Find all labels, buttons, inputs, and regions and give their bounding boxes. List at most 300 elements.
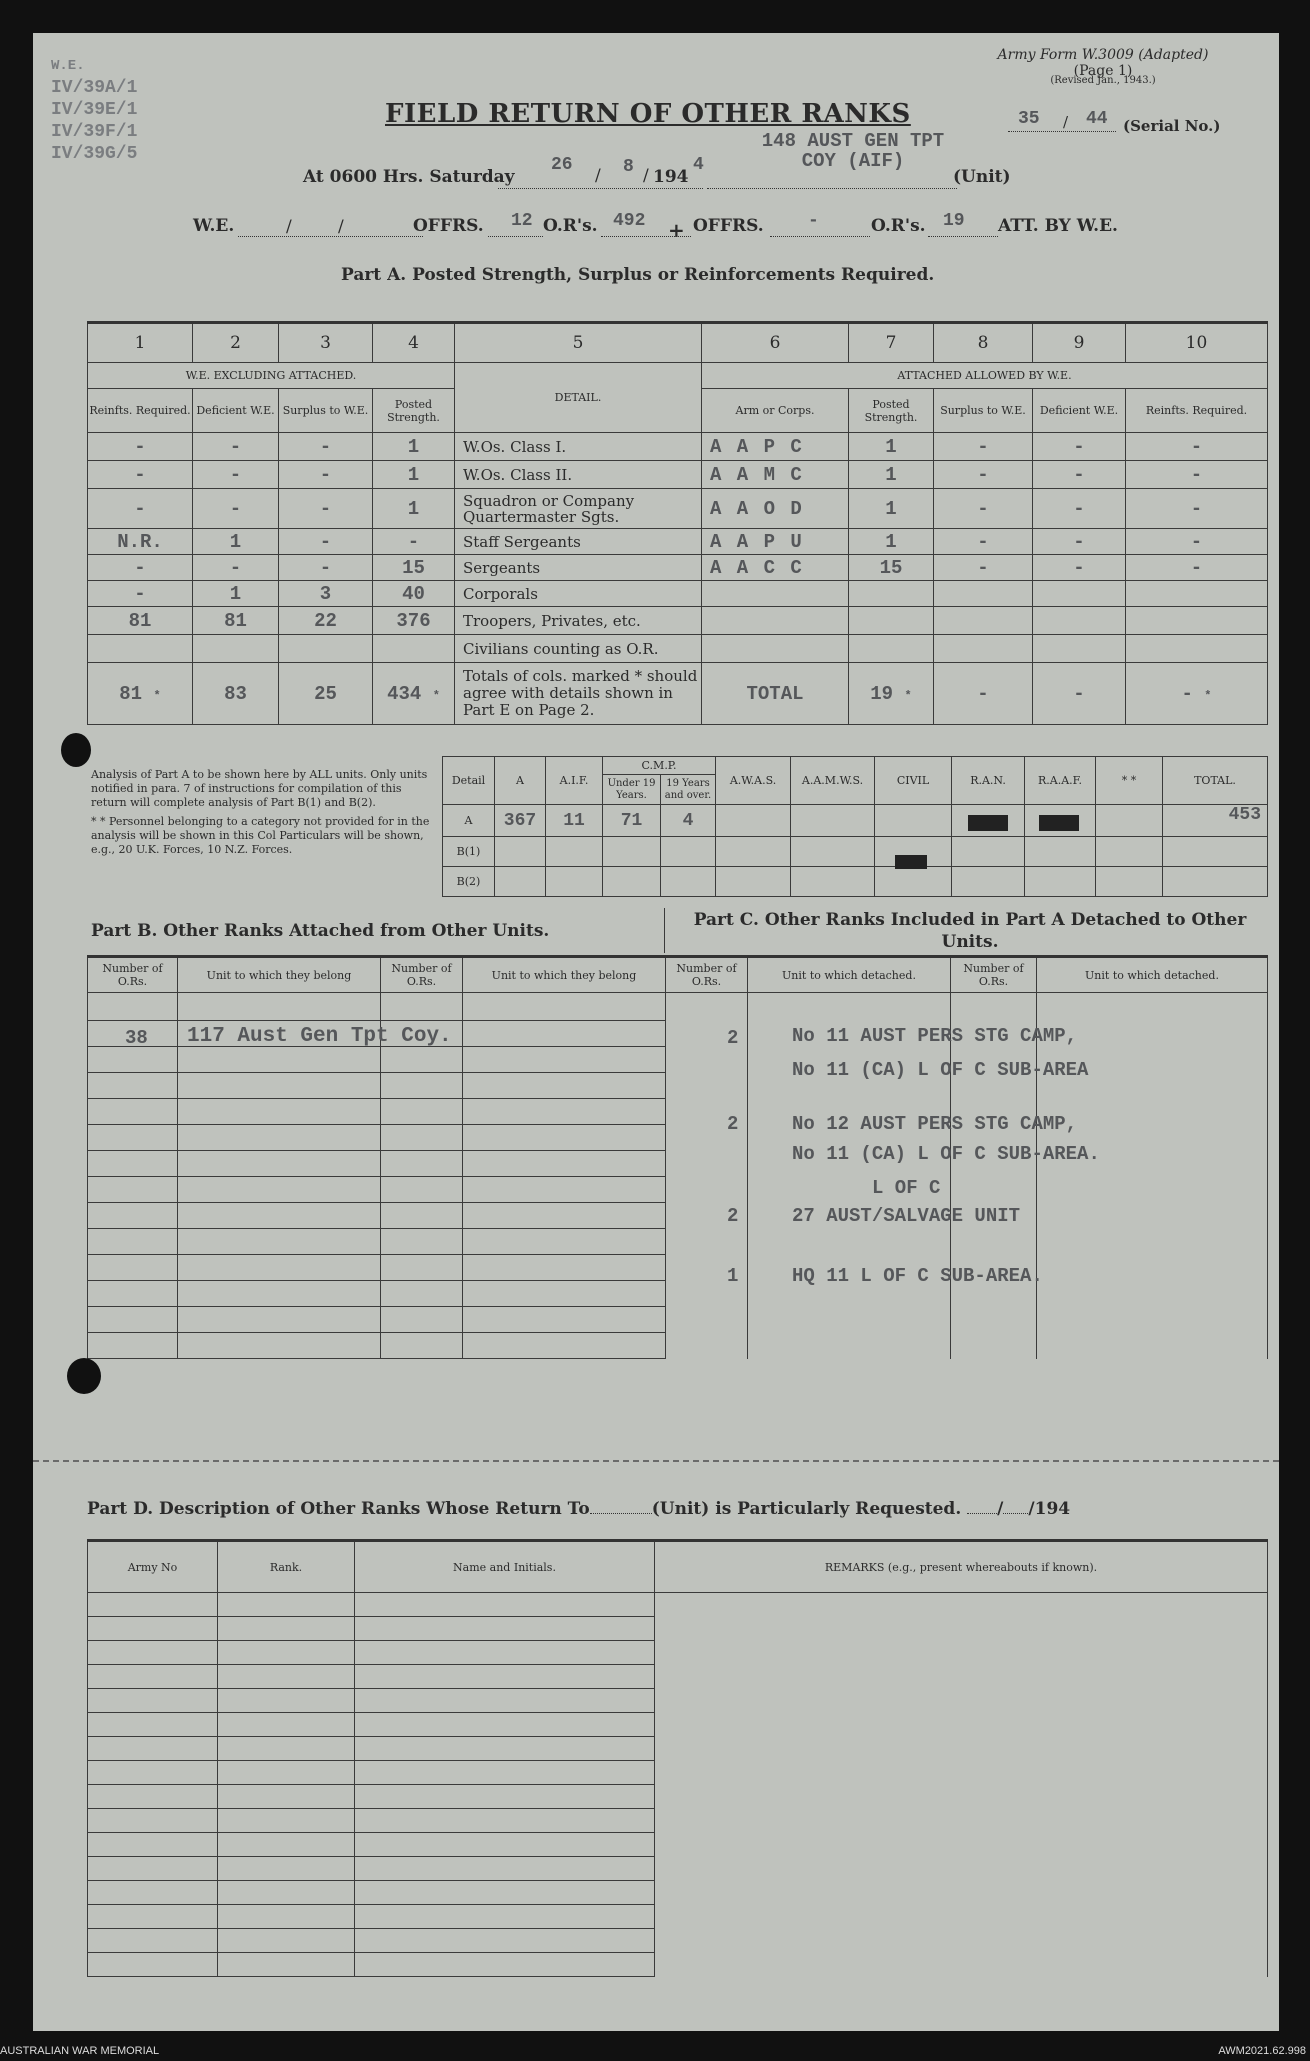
part-c-num: 1 (727, 1265, 739, 1287)
table-cell (1037, 1177, 1268, 1203)
table-cell (178, 1099, 381, 1125)
table-cell (381, 1333, 463, 1359)
table-cell (1037, 993, 1268, 1021)
table-row (88, 1689, 1268, 1713)
unit-label: (Unit) (953, 167, 1011, 187)
table-cell (1037, 1281, 1268, 1307)
col-head: Deficient W.E. (1033, 389, 1126, 433)
table-cell (218, 1761, 355, 1785)
table-cell (218, 1665, 355, 1689)
col-number: 2 (193, 323, 279, 363)
table-cell (381, 1099, 463, 1125)
serial-slash: / (1063, 113, 1069, 131)
row-value: 1 (373, 433, 455, 461)
row-value: - (934, 433, 1033, 461)
row-value (373, 635, 455, 663)
table-cell (218, 1689, 355, 1713)
we-field (238, 236, 423, 237)
table-cell (666, 1073, 748, 1099)
table-cell (355, 1761, 655, 1785)
table-cell (355, 1905, 655, 1929)
part-b-head: Number of O.Rs. (88, 957, 178, 993)
analysis-note-1: Analysis of Part A to be shown here by ALL units. Only units notified in para. 7 of instructions for compilation of this return will complete analysis of Part B(1) and B(2). (91, 768, 428, 809)
row-value: 22 (279, 607, 373, 635)
row-value (1126, 607, 1268, 635)
table-cell (218, 1809, 355, 1833)
row-value: 15 (849, 555, 934, 581)
at-line (303, 167, 515, 187)
table-cell (666, 1307, 748, 1333)
table-cell (88, 1073, 178, 1099)
part-c-unit: No 11 (CA) L OF C SUB-AREA (792, 1059, 1089, 1081)
table-cell (381, 1047, 463, 1073)
table-cell (666, 1177, 748, 1203)
row-value: - (1126, 555, 1268, 581)
table-cell (666, 1229, 748, 1255)
table-cell (463, 1281, 666, 1307)
table-cell (381, 1151, 463, 1177)
part-c-head: Unit to which detached. (748, 957, 951, 993)
table-cell (1037, 1203, 1268, 1229)
table-cell (1037, 1255, 1268, 1281)
totals-label: TOTAL (702, 663, 849, 725)
table-cell (218, 1833, 355, 1857)
row-value: 376 (373, 607, 455, 635)
part-c-head: Unit to which detached. (1037, 957, 1268, 993)
row-value: 1 (193, 581, 279, 607)
row-value: - (193, 433, 279, 461)
table-cell (88, 1203, 178, 1229)
table-cell (178, 1177, 381, 1203)
table-cell (218, 1881, 355, 1905)
col-number: 10 (1126, 323, 1268, 363)
table-cell (88, 1785, 218, 1809)
table-cell (218, 1929, 355, 1953)
table-cell (655, 1689, 1268, 1713)
row-value (934, 635, 1033, 663)
analysis-note-2: * * Personnel belonging to a category not provided for in the analysis will be shown in this Col Particulars will be shown, e.g., 20 U.K. Forces, 10 N.Z. Forces. (91, 815, 430, 856)
table-cell (88, 1905, 218, 1929)
table-cell (88, 1809, 218, 1833)
table-row (88, 1641, 1268, 1665)
table-cell (218, 1641, 355, 1665)
table-cell (218, 1617, 355, 1641)
table-cell (88, 1307, 178, 1333)
part-a-title: Part A. Posted Strength, Surplus or Reinforcements Required. (341, 265, 935, 285)
attached-allowed-head: ATTACHED ALLOWED BY W.E. (702, 363, 1268, 389)
row-value (1033, 635, 1126, 663)
row-detail: W.Os. Class II. (455, 461, 702, 489)
total-cell: 25 (279, 663, 373, 725)
part-b-head: Unit to which they belong (463, 957, 666, 993)
row-value (279, 635, 373, 663)
part-a-row (88, 433, 1268, 461)
row-value: - (934, 555, 1033, 581)
table-cell (463, 1047, 666, 1073)
total-cell: - (1033, 663, 1126, 725)
table-cell (655, 1713, 1268, 1737)
offrs-field (488, 236, 543, 237)
part-a-row (88, 489, 1268, 529)
table-cell (218, 1785, 355, 1809)
analysis-over19: 4 (661, 805, 716, 837)
row-value: 1 (373, 489, 455, 529)
analysis-table (442, 756, 1267, 897)
table-row (88, 1713, 1268, 1737)
serial-b: 44 (1086, 109, 1108, 129)
part-a-row (88, 607, 1268, 635)
form-ref-code: IV/39F/1 (51, 122, 138, 142)
total-cell: 19 * (849, 663, 934, 725)
col-head: Deficient W.E. (193, 389, 279, 433)
unit-field (707, 188, 957, 189)
analysis-head-raaf: R.A.A.F. (1025, 757, 1096, 805)
table-cell (88, 1833, 218, 1857)
part-a-row (88, 581, 1268, 607)
analysis-notes (91, 768, 436, 857)
part-c-num: 2 (727, 1027, 739, 1049)
table-cell (355, 1641, 655, 1665)
table-cell (655, 1809, 1268, 1833)
table-cell (88, 1857, 218, 1881)
table-row (88, 1785, 1268, 1809)
part-c-unit: No 12 AUST PERS STG CAMP, (792, 1113, 1078, 1135)
table-row (88, 1953, 1268, 1977)
offrs-label: OFFRS. (413, 216, 484, 236)
table-row (88, 1281, 1268, 1307)
table-cell (88, 1689, 218, 1713)
ors-value: 492 (613, 211, 646, 231)
row-value: - (1126, 489, 1268, 529)
col-number: 7 (849, 323, 934, 363)
table-cell (655, 1857, 1268, 1881)
row-value: - (279, 555, 373, 581)
total-cell: - * (1126, 663, 1268, 725)
part-a-row (88, 529, 1268, 555)
row-value (934, 607, 1033, 635)
table-cell (88, 1177, 178, 1203)
analysis-head-cmp: C.M.P. (603, 757, 716, 775)
table-cell (178, 1073, 381, 1099)
row-value: 1 (373, 461, 455, 489)
part-c-unit: 27 AUST/SALVAGE UNIT (792, 1205, 1021, 1227)
table-cell (381, 993, 463, 1021)
table-cell (655, 1881, 1268, 1905)
part-b-head: Unit to which they belong (178, 957, 381, 993)
table-cell (355, 1593, 655, 1617)
table-row (88, 1203, 1268, 1229)
table-row (88, 1617, 1268, 1641)
table-cell (748, 1307, 951, 1333)
table-cell (381, 1125, 463, 1151)
form-ref-code: IV/39A/1 (51, 78, 138, 98)
divider (664, 908, 665, 953)
table-cell (463, 993, 666, 1021)
row-value: - (279, 433, 373, 461)
table-row (88, 1229, 1268, 1255)
table-row (88, 1073, 1268, 1099)
table-cell (355, 1857, 655, 1881)
row-value: - (1126, 461, 1268, 489)
table-cell (88, 1881, 218, 1905)
part-c-title: Part C. Other Ranks Included in Part A Detached to Other Units. (693, 910, 1247, 952)
detail-head: DETAIL. (455, 363, 702, 433)
table-cell (748, 1333, 951, 1359)
table-cell (463, 1255, 666, 1281)
table-cell (355, 1617, 655, 1641)
table-cell (381, 1307, 463, 1333)
table-cell (463, 1073, 666, 1099)
we-slash: / (338, 217, 344, 237)
table-cell (218, 1713, 355, 1737)
row-detail: W.Os. Class I. (455, 433, 702, 461)
table-cell (88, 1281, 178, 1307)
row-value (1033, 581, 1126, 607)
table-cell (381, 1203, 463, 1229)
arm-or-corps: A A C C (702, 555, 849, 581)
row-value: - (1033, 461, 1126, 489)
part-a-row (88, 555, 1268, 581)
row-detail: Corporals (455, 581, 702, 607)
part-b-unit: 117 Aust Gen Tpt Coy. (187, 1025, 452, 1048)
att-label: ATT. BY W.E. (998, 216, 1118, 236)
arm-or-corps: A A P C (702, 433, 849, 461)
arm-or-corps (702, 607, 849, 635)
row-value: 81 (88, 607, 193, 635)
analysis-head-other: * * (1096, 757, 1163, 805)
col-number: 6 (702, 323, 849, 363)
date-slash: / (643, 166, 649, 186)
table-cell (355, 1881, 655, 1905)
we-label: W.E. (193, 216, 235, 236)
row-detail: Squadron or Company Quartermaster Sgts. (455, 489, 702, 529)
offrs-value: 12 (511, 211, 533, 231)
table-cell (655, 1833, 1268, 1857)
col-head: Reinfts. Required. (88, 389, 193, 433)
table-row (88, 1905, 1268, 1929)
table-cell (355, 1833, 655, 1857)
row-value: - (1033, 489, 1126, 529)
table-cell (178, 1333, 381, 1359)
row-value (849, 635, 934, 663)
table-cell (666, 1047, 748, 1073)
unit-line1: 148 AUST GEN TPT (761, 130, 945, 152)
row-value: - (193, 461, 279, 489)
part-c-unit: HQ 11 L OF C SUB-AREA. (792, 1265, 1043, 1287)
row-value: - (193, 555, 279, 581)
part-d-year: 194 (1034, 1499, 1071, 1519)
part-c-unit: No 11 AUST PERS STG CAMP, (792, 1025, 1078, 1047)
row-value: - (88, 555, 193, 581)
table-cell (355, 1809, 655, 1833)
arm-or-corps (702, 635, 849, 663)
col-number: 9 (1033, 323, 1126, 363)
table-cell (88, 1665, 218, 1689)
table-cell (655, 1665, 1268, 1689)
analysis-head-aif: A.I.F. (546, 757, 603, 805)
table-cell (381, 1073, 463, 1099)
table-cell (88, 1255, 178, 1281)
row-value: - (88, 461, 193, 489)
row-value: - (279, 489, 373, 529)
ors-label-2: O.R's. (871, 216, 926, 236)
table-cell (666, 1151, 748, 1177)
table-cell (218, 1905, 355, 1929)
analysis-head-ran: R.A.N. (952, 757, 1025, 805)
table-cell (381, 1229, 463, 1255)
unit-name (723, 131, 983, 171)
ors-label: O.R's. (543, 216, 598, 236)
table-cell (178, 1047, 381, 1073)
total-cell: 434 * (373, 663, 455, 725)
row-value: - (88, 489, 193, 529)
part-c-num: 2 (727, 1205, 739, 1227)
row-detail: Troopers, Privates, etc. (455, 607, 702, 635)
table-cell (88, 1953, 218, 1977)
col-head: Reinfts. Required. (1126, 389, 1268, 433)
table-cell (88, 1229, 178, 1255)
table-cell (88, 1099, 178, 1125)
table-row (88, 993, 1268, 1021)
table-row (88, 1929, 1268, 1953)
part-bc-table (87, 955, 1267, 1359)
col-head: Surplus to W.E. (279, 389, 373, 433)
part-c-head: Number of O.Rs. (666, 957, 748, 993)
table-cell (655, 1761, 1268, 1785)
we-slash: / (286, 217, 292, 237)
analysis-row-label: B(1) (443, 837, 495, 867)
analysis-row-label: B(2) (443, 867, 495, 897)
date-slash: / (595, 166, 601, 186)
punch-hole (61, 733, 91, 767)
table-row (88, 1761, 1268, 1785)
table-cell (88, 1929, 218, 1953)
table-cell (355, 1953, 655, 1977)
part-d-head: Army No (88, 1541, 218, 1593)
row-value: - (934, 489, 1033, 529)
serial-label: (Serial No.) (1123, 117, 1221, 135)
row-value: - (193, 489, 279, 529)
row-value (849, 607, 934, 635)
footer-left: AUSTRALIAN WAR MEMORIAL (0, 2045, 160, 2057)
part-c-num: 2 (727, 1113, 739, 1135)
analysis-head-awas: A.W.A.S. (716, 757, 791, 805)
part-d-head: Rank. (218, 1541, 355, 1593)
table-cell (655, 1737, 1268, 1761)
row-value: - (88, 581, 193, 607)
serial-a: 35 (1018, 109, 1040, 129)
form-ref-code: IV/39G/5 (51, 144, 138, 164)
table-cell (1037, 1229, 1268, 1255)
table-cell (88, 1641, 218, 1665)
table-cell (381, 1281, 463, 1307)
column-numbers-row (88, 323, 1268, 363)
row-value (88, 635, 193, 663)
part-c-head: Number of O.Rs. (951, 957, 1037, 993)
table-cell (355, 1929, 655, 1953)
row-value (1126, 635, 1268, 663)
row-value: 40 (373, 581, 455, 607)
redaction-block (1039, 815, 1079, 831)
col-head: Arm or Corps. (702, 389, 849, 433)
analysis-total: 453 (1163, 805, 1268, 837)
offrs-label-2: OFFRS. (693, 216, 764, 236)
table-cell (1037, 1307, 1268, 1333)
date-day: 26 (551, 155, 573, 175)
table-cell (655, 1929, 1268, 1953)
table-row (88, 1833, 1268, 1857)
table-cell (463, 1203, 666, 1229)
row-value: 1 (193, 529, 279, 555)
table-cell (178, 1229, 381, 1255)
part-a-row (88, 635, 1268, 663)
table-cell (463, 1099, 666, 1125)
part-d-title: Part D. Description of Other Ranks Whose Return To (Unit) is Particularly Requested. / /194 (87, 1499, 1071, 1519)
row-detail: Civilians counting as O.R. (455, 635, 702, 663)
table-cell (748, 993, 951, 1021)
part-b-num: 38 (125, 1027, 148, 1049)
table-cell (655, 1617, 1268, 1641)
total-cell: - (934, 663, 1033, 725)
table-cell (463, 1177, 666, 1203)
table-cell (666, 1333, 748, 1359)
we-excluding-head: W.E. EXCLUDING ATTACHED. (88, 363, 455, 389)
table-cell (355, 1713, 655, 1737)
table-cell (88, 1713, 218, 1737)
row-value (849, 581, 934, 607)
analysis-head-aamws: A.A.M.W.S. (791, 757, 875, 805)
part-c-unit-above: L OF C (872, 1177, 941, 1199)
date-month: 8 (623, 157, 634, 177)
col-number: 3 (279, 323, 373, 363)
analysis-head-detail: Detail (443, 757, 495, 805)
table-cell (218, 1953, 355, 1977)
table-cell (178, 1255, 381, 1281)
table-cell (88, 1761, 218, 1785)
revised-date: (Revised Jan., 1943.) (1050, 75, 1156, 86)
part-d-title-a: Part D. Description of Other Ranks Whose Return To (87, 1499, 590, 1519)
row-value: 1 (849, 433, 934, 461)
table-cell (88, 1151, 178, 1177)
analysis-head-under19: Under 19 Years. (603, 775, 661, 805)
table-cell (463, 1021, 666, 1047)
row-value: 3 (279, 581, 373, 607)
row-value: 1 (849, 489, 934, 529)
table-cell (381, 1255, 463, 1281)
table-cell (951, 1177, 1037, 1203)
table-cell (88, 1333, 178, 1359)
row-value (1126, 581, 1268, 607)
form-ref-code: IV/39E/1 (51, 100, 138, 120)
part-d-title-b: (Unit) is Particularly Requested. (651, 1499, 962, 1519)
col-number: 8 (934, 323, 1033, 363)
table-row (88, 1177, 1268, 1203)
date-year-digit: 4 (693, 155, 704, 175)
table-cell (178, 1307, 381, 1333)
col-head: Posted Strength. (849, 389, 934, 433)
row-value: N.R. (88, 529, 193, 555)
analysis-a: 367 (495, 805, 546, 837)
arm-or-corps: A A P U (702, 529, 849, 555)
form-page (33, 33, 1279, 2031)
row-value: - (279, 461, 373, 489)
row-value: - (279, 529, 373, 555)
serial-line (1008, 131, 1116, 132)
table-cell (218, 1593, 355, 1617)
table-row (88, 1665, 1268, 1689)
total-cell: 83 (193, 663, 279, 725)
page-number: (Page 1) (1073, 63, 1133, 79)
